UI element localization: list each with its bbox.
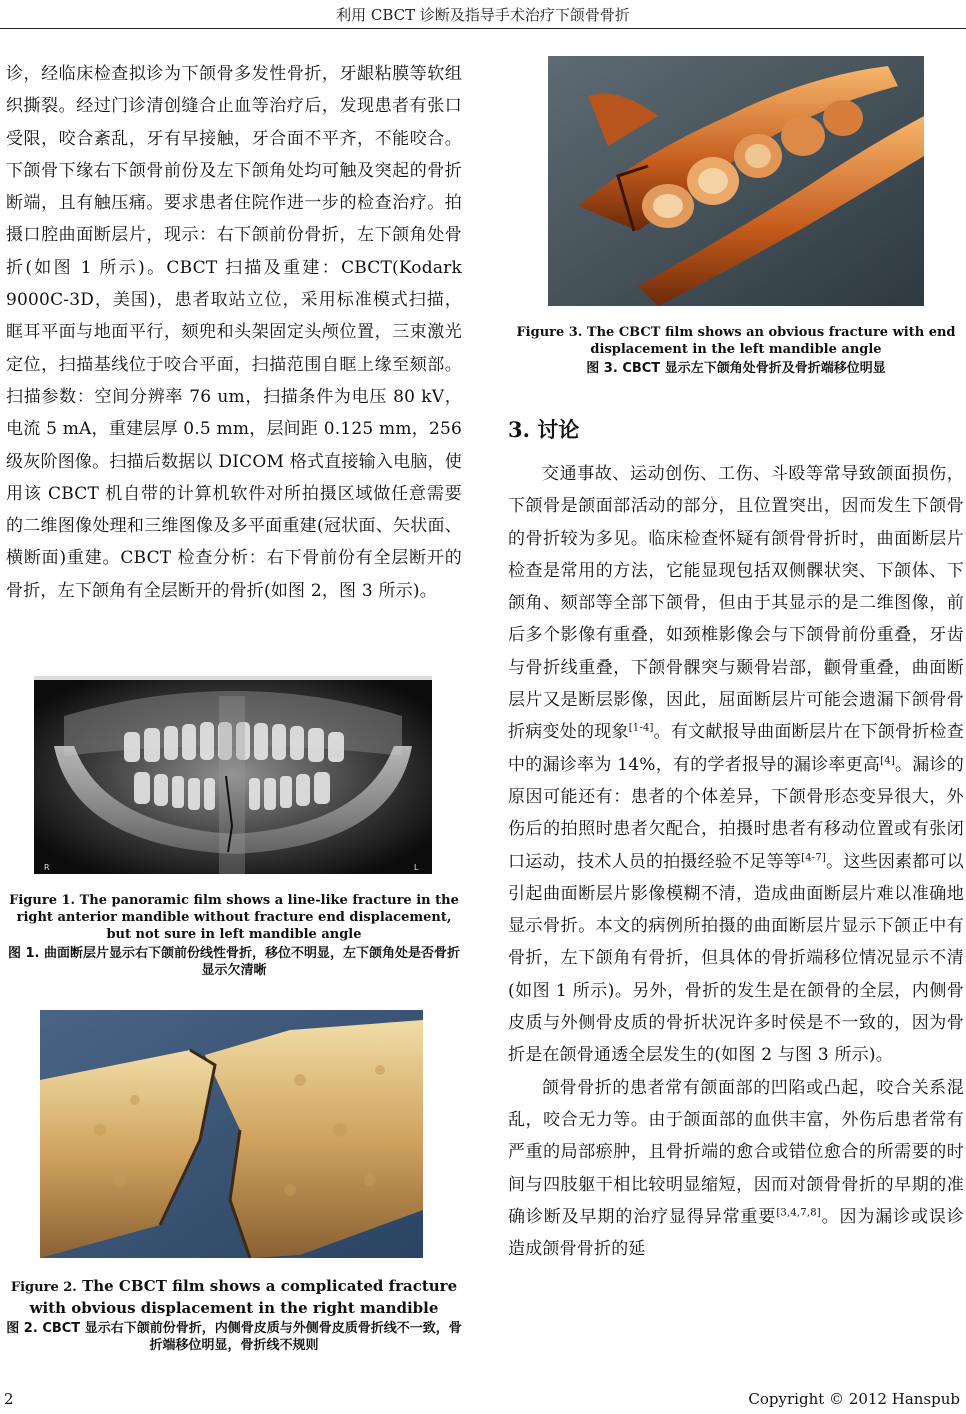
marker-l: L (414, 863, 419, 872)
figure-2-caption-en (6, 1276, 462, 1318)
cbct-render-image-3 (548, 56, 924, 306)
figure-2-cbct-render (40, 1010, 423, 1258)
cbct-render-image-2 (40, 1010, 423, 1258)
figure-3-caption-zh: 图 3. CBCT 显示左下颌角处骨折及骨折端移位明显 (586, 361, 886, 376)
p2-b: 。因为漏诊或误诊造成颌骨骨折的延 (508, 1206, 965, 1260)
figure-3-caption-en: Figure 3. The CBCT film shows an obvious fracture with end displacement in the left mandible angle (516, 325, 956, 357)
figure-2-label: Figure 2. (10, 1280, 77, 1295)
discussion-paragraph-2 (508, 1072, 964, 1266)
discussion-paragraph-1 (508, 458, 964, 1072)
running-head: 利用 CBCT 诊断及指导手术治疗下颌骨骨折 (336, 6, 630, 24)
citation[interactable]: [3,4,7,8] (776, 1207, 821, 1219)
citation[interactable]: [1-4] (628, 722, 654, 734)
figure-1-caption-en: Figure 1. The panoramic film shows a line-like fracture in the right anterior mandible without fracture end displacement, but not sure in left mandible angle (9, 893, 459, 942)
copyright: Copyright © 2012 Hanspub (748, 1390, 960, 1408)
citation[interactable]: [4] (880, 755, 895, 767)
figure-1-caption (6, 892, 462, 979)
figure-1-panoramic-xray (34, 676, 432, 874)
right-column (508, 458, 964, 1265)
p1-a: 交通事故、运动创伤、工伤、斗殴等常导致颌面损伤，下颌骨是颌面部活动的部分，且位置突出，因而发生下颌骨的骨折较为多见。临床检查怀疑有颌骨骨折时，曲面断层片检查是常用的方法，它能显现包括双侧髁状突、下颌体、下颌角、颏部等全部下颌骨，但由于其显示的是二维图像，前后多个影像有重叠，如颈椎影像会与下颌骨前份重叠，牙齿与骨折线重叠，下颌骨髁突与颞骨岩部，颧骨重叠，曲面断层片又是断层影像，因此，屈面断层片可能会遗漏下颌骨骨折病变处的现象 (508, 464, 964, 743)
p1-b: 。有文献报导曲面断层片在下颌骨折检查中的漏诊率为 14%，有的学者报导的漏诊率更高 (508, 722, 964, 775)
citation[interactable]: [4-7] (801, 851, 827, 863)
marker-r: R (44, 863, 50, 872)
figure-3-cbct-render (548, 56, 924, 306)
page-number: 2 (4, 1390, 14, 1408)
figure-2-caption-en-text: The CBCT film shows a complicated fracture with obvious displacement in the right mandible (29, 1277, 458, 1317)
figure-3-caption (508, 324, 964, 377)
panoramic-xray-image (34, 676, 432, 874)
figure-2-caption (6, 1276, 462, 1354)
p2-a: 颌骨骨折的患者常有颌面部的凹陷或凸起，咬合关系混乱，咬合无力等。由于颌面部的血供丰富，外伤后患者常有严重的局部瘀肿，且骨折端的愈合或错位愈合的所需要的时间与四肢躯干相比较明显缩短，因而对颌骨骨折的早期的准确诊断及早期的治疗显得异常重要 (508, 1077, 964, 1227)
left-column (6, 58, 462, 607)
section-heading: 3. 讨论 (508, 417, 580, 442)
p1-c: 。漏诊的原因可能还有：患者的个体差异，下颌骨形态变异很大，外伤后的拍照时患者欠配合，拍摄时患者有移动位置或有张闭口运动，技术人员的拍摄经验不足等等 (508, 754, 964, 872)
body-paragraph: 诊，经临床检查拟诊为下颌骨多发性骨折，牙龈粘膜等软组织撕裂。经过门诊清创缝合止血等治疗后，发现患者有张口受限，咬合紊乱，牙有早接触，牙合面不平齐，不能咬合。下颌骨下缘右下颌骨前份及左下颌角处均可触及突起的骨折断端，且有触压痛。要求患者住院作进一步的检查治疗。拍摄口腔曲面断层片，现示：右下颌前份骨折，左下颌角处骨折(如图 1 所示)。CBCT 扫描及重建：CBCT(Kodark 9000C-3D，美国)，患者取站立位，采用标准模式扫描，眶耳平面与地面平行，颏兜和头架固定头颅位置，三束激光定位，扫描基线位于咬合平面，扫描范围自眶上缘至颏部。扫描参数：空间分辨率 76 um，扫描条件为电压 80 kV，电流 5 mA，重建层厚 0.5 mm，层间距 0.125 mm，256 级灰阶图像。扫描后数据以 DICOM 格式直接输入电脑，使用该 CBCT 机自带的计算机软件对所拍摄区域做任意需要的二维图像处理和三维图像及多平面重建(冠状面、矢状面、横断面)重建。CBCT 检查分析：右下骨前份有全层断开的骨折，左下颌角有全层断开的骨折(如图 2，图 3 所示)。 (6, 64, 462, 601)
figure-2-caption-zh: 图 2. CBCT 显示右下颌前份骨折，内侧骨皮质与外侧骨皮质骨折线不一致，骨折端移位明显，骨折线不规则 (6, 1321, 462, 1353)
header-rule (0, 28, 966, 29)
figure-1-caption-zh: 图 1. 曲面断层片显示右下颌前份线性骨折，移位不明显，左下颌角处是否骨折显示欠清晰 (7, 946, 461, 978)
p1-d: 。这些因素都可以引起曲面断层片影像模糊不清，造成曲面断层片难以准确地显示骨折。本文的病例所拍摄的曲面断层片显示下颌正中有骨折，左下颌角有骨折，但具体的骨折端移位情况显示不清(如图 1 所示)。另外，骨折的发生是在颌骨的全层，内侧骨皮质与外侧骨皮质的骨折状况许多时侯是不一致的，因为骨折是在颌骨通透全层发生的(如图 2 与图 3 所示)。 (508, 851, 964, 1066)
